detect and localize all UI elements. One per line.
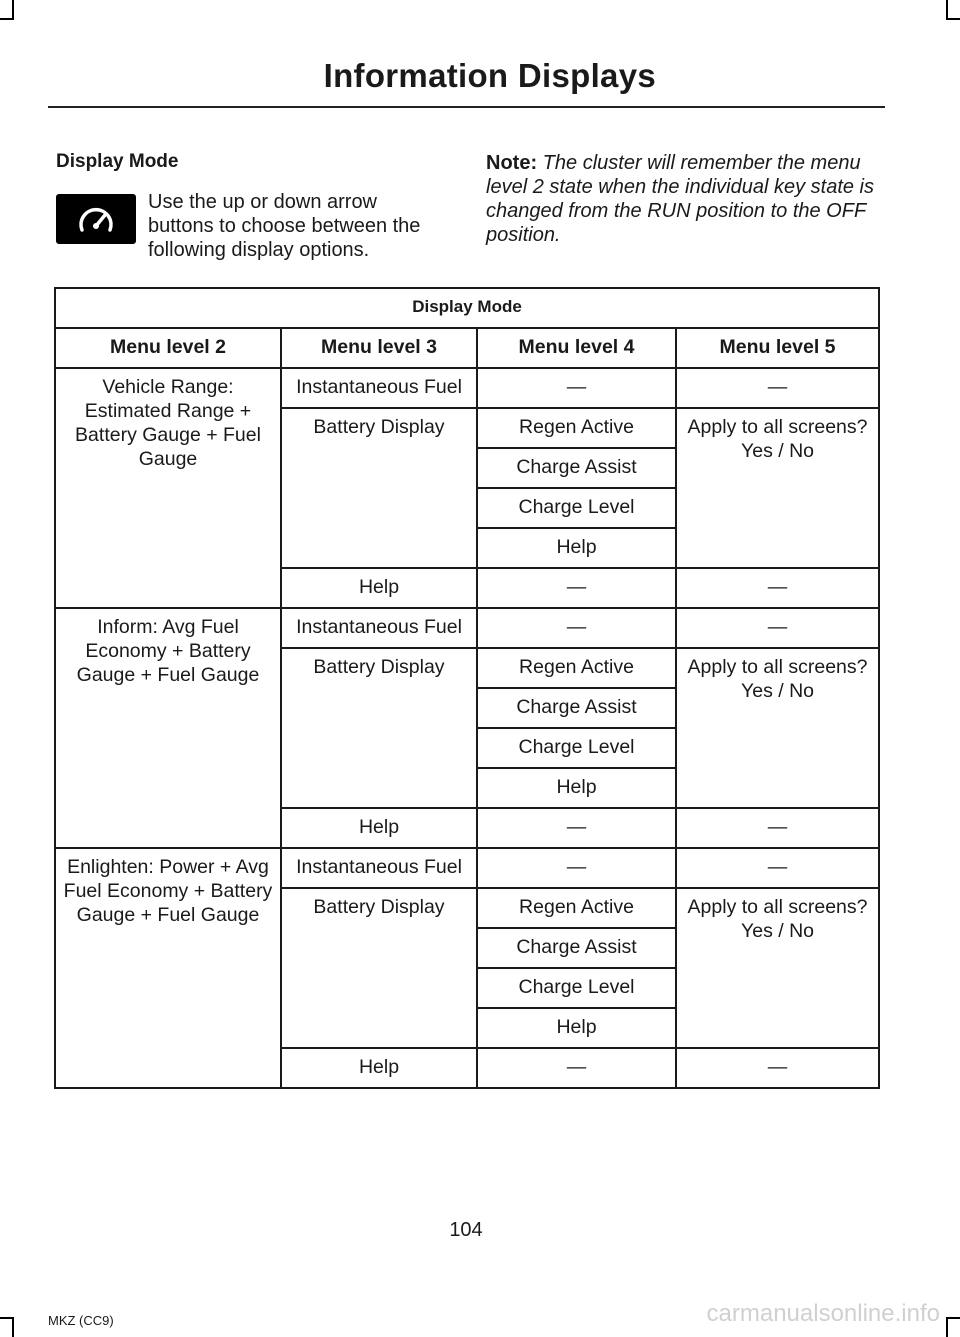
sub-option-cell: Regen Active [477, 648, 676, 688]
col-header: Menu level 2 [55, 328, 281, 368]
table-caption: Display Mode [55, 288, 879, 328]
page-number: 104 [449, 1219, 483, 1241]
help-cell: Help [281, 1048, 477, 1088]
sub-option-cell: Help [477, 528, 676, 568]
note-text: The cluster will remember the menu level 2 state when the individual key state is changed from the RUN position to the OFF position. [486, 152, 874, 246]
dash-cell: — [676, 608, 879, 648]
help-cell: Help [281, 808, 477, 848]
note-label: Note: [486, 152, 538, 174]
crop-mark [946, 1317, 948, 1337]
yes-no-text: Yes / No [741, 680, 815, 702]
apply-all-cell [676, 648, 879, 808]
dash-cell: — [676, 1048, 879, 1088]
display-mode-table [54, 287, 880, 1089]
sub-option-cell: Help [477, 768, 676, 808]
battery-display-cell: Battery Display [281, 408, 477, 568]
sub-option-cell: Charge Level [477, 728, 676, 768]
sub-option-cell: Charge Assist [477, 928, 676, 968]
menu-level2-cell: Enlighten: Power + Avg Fuel Economy + Battery Gauge + Fuel Gauge [55, 848, 281, 1088]
dash-cell: — [676, 568, 879, 608]
page-title: Information Displays [323, 57, 656, 94]
crop-mark [0, 18, 14, 20]
sub-option-cell: Charge Assist [477, 688, 676, 728]
battery-display-cell: Battery Display [281, 888, 477, 1048]
model-code: MKZ (CC9) [48, 1313, 114, 1328]
crop-mark [946, 1317, 960, 1319]
dash-cell: — [477, 608, 676, 648]
watermark: carmanualsonline.info [706, 1300, 940, 1327]
sub-option-cell: Regen Active [477, 888, 676, 928]
col-header: Menu level 4 [477, 328, 676, 368]
crop-mark [12, 1317, 14, 1337]
yes-no-text: Yes / No [741, 440, 815, 462]
menu-level2-cell: Inform: Avg Fuel Economy + Battery Gauge + Fuel Gauge [55, 608, 281, 848]
sub-option-cell: Charge Level [477, 968, 676, 1008]
crop-mark [12, 0, 14, 20]
instantaneous-fuel-cell: Instantaneous Fuel [281, 848, 477, 888]
dash-cell: — [676, 808, 879, 848]
apply-all-text: Apply to all screens? [687, 896, 868, 918]
help-cell: Help [281, 568, 477, 608]
sub-option-cell: Help [477, 1008, 676, 1048]
instantaneous-fuel-cell: Instantaneous Fuel [281, 608, 477, 648]
dash-cell: — [676, 848, 879, 888]
apply-all-text: Apply to all screens? [687, 416, 868, 438]
dash-cell: — [477, 368, 676, 408]
dash-cell: — [477, 1048, 676, 1088]
sub-option-cell: Regen Active [477, 408, 676, 448]
dash-cell: — [477, 848, 676, 888]
col-header: Menu level 5 [676, 328, 879, 368]
note [486, 151, 882, 247]
apply-all-text: Apply to all screens? [687, 656, 868, 678]
section-intro: Use the up or down arrow buttons to choose between the following display options. [148, 191, 421, 261]
sub-option-cell: Charge Level [477, 488, 676, 528]
apply-all-cell [676, 888, 879, 1048]
dash-cell: — [477, 808, 676, 848]
crop-mark [946, 0, 948, 20]
yes-no-text: Yes / No [741, 920, 815, 942]
apply-all-cell [676, 408, 879, 568]
section-heading: Display Mode [56, 151, 179, 172]
crop-mark [0, 1317, 14, 1319]
header-rule [48, 106, 885, 108]
col-header: Menu level 3 [281, 328, 477, 368]
instantaneous-fuel-cell: Instantaneous Fuel [281, 368, 477, 408]
gauge-icon [56, 194, 136, 244]
dash-cell: — [676, 368, 879, 408]
dash-cell: — [477, 568, 676, 608]
sub-option-cell: Charge Assist [477, 448, 676, 488]
menu-level2-cell: Vehicle Range: Estimated Range + Battery Gauge + Fuel Gauge [55, 368, 281, 608]
battery-display-cell: Battery Display [281, 648, 477, 808]
crop-mark [946, 18, 960, 20]
